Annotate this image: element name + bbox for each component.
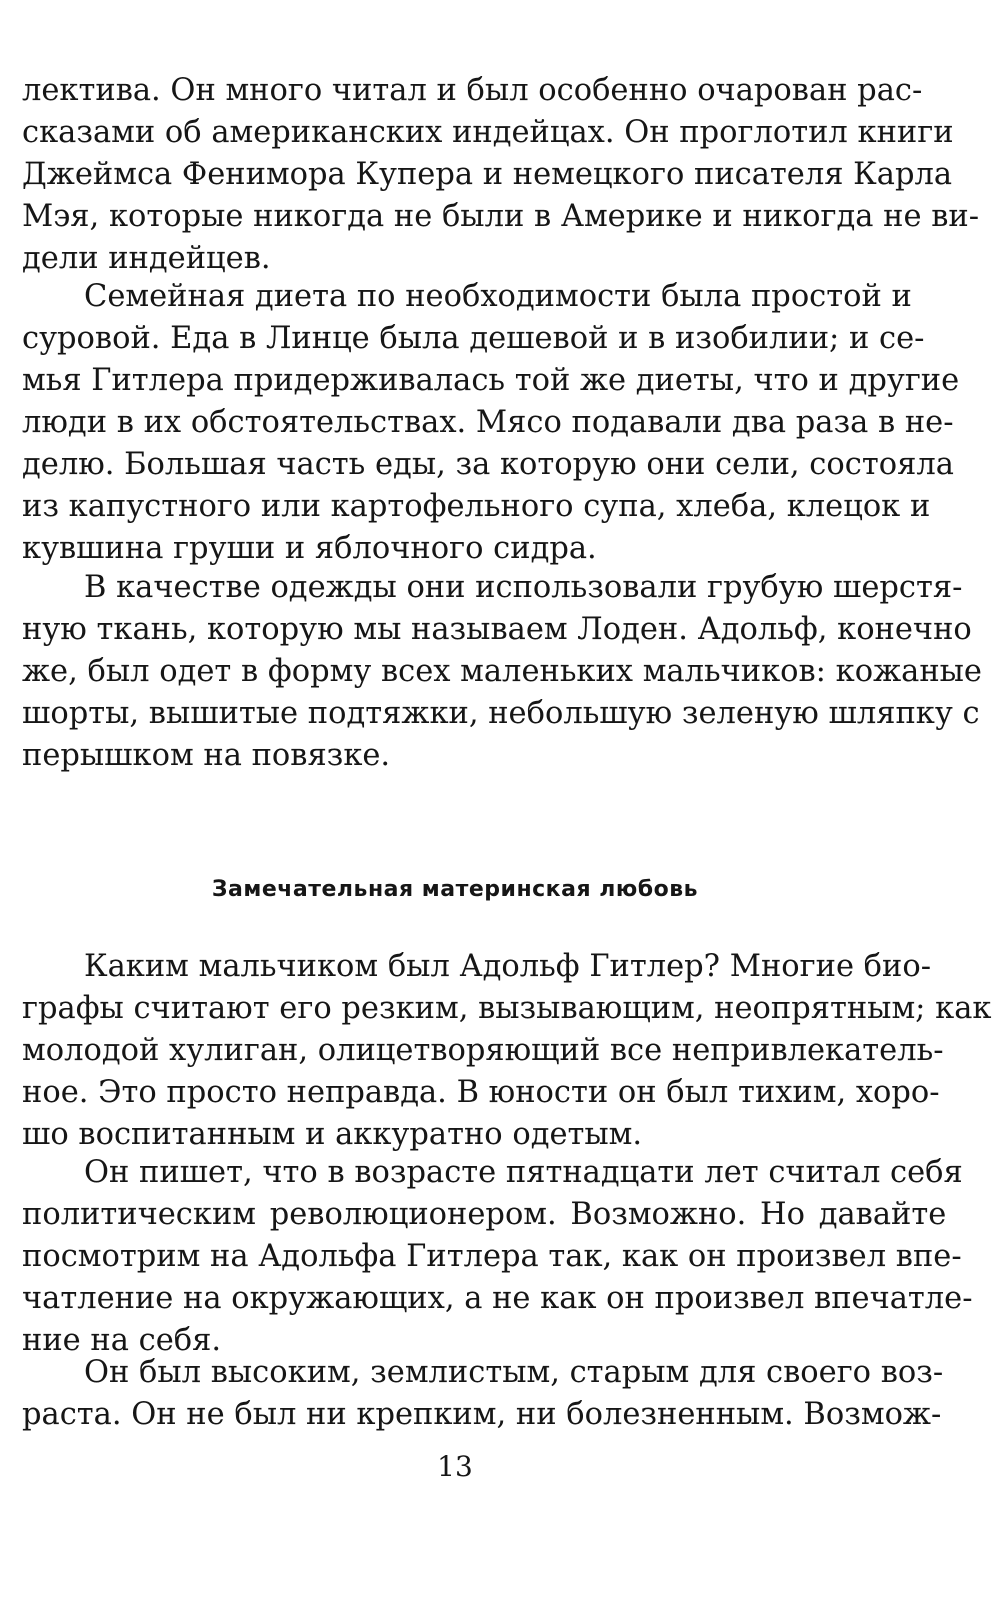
text-line: из капустного или картофельного супа, хлеба, клецок и <box>22 489 931 524</box>
text-line: шо воспитанным и аккуратно одетым. <box>22 1117 643 1152</box>
text-line: дели индейцев. <box>22 241 271 276</box>
text-line: сказами об американских индейцах. Он проглотил книги <box>22 115 954 150</box>
text-line: В качестве одежды они использовали грубую шерстя- <box>84 570 963 605</box>
text-line: ное. Это просто неправда. В юности он был тихим, хоро- <box>22 1075 940 1110</box>
text-line: Мэя, которые никогда не были в Америке и никогда не ви- <box>22 199 979 234</box>
text-line: перышком на повязке. <box>22 738 391 773</box>
section-heading: Замечательная материнская любовь <box>211 877 699 902</box>
text-line: чатление на окружающих, а не как он произвел впечатле- <box>22 1281 973 1316</box>
text-line: суровой. Еда в Линце была дешевой и в изобилии; и се- <box>22 321 925 356</box>
text-line: посмотрим на Адольфа Гитлера так, как он произвел впе- <box>22 1239 962 1274</box>
text-line: молодой хулиган, олицетворяющий все непривлекатель- <box>22 1033 944 1068</box>
text-line: графы считают его резким, вызывающим, неопрятным; как <box>22 991 992 1026</box>
text-line: политическим революционером. Возможно. Но давайте <box>22 1197 947 1232</box>
text-line: шорты, вышитые подтяжки, небольшую зеленую шляпку с <box>22 696 980 731</box>
text-line: Джеймса Фенимора Купера и немецкого писателя Карла <box>22 157 953 192</box>
text-line: лектива. Он много читал и был особенно очарован рас- <box>22 73 923 108</box>
text-line: Семейная диета по необходимости была простой и <box>84 279 912 314</box>
text-line: ние на себя. <box>22 1323 222 1358</box>
text-line: люди в их обстоятельствах. Мясо подавали два раза в не- <box>22 405 954 440</box>
text-line: Он был высоким, землистым, старым для своего воз- <box>84 1355 944 1390</box>
page-number: 13 <box>437 1450 473 1483</box>
text-line: Он пишет, что в возрасте пятнадцати лет считал себя <box>84 1155 963 1190</box>
text-line: мья Гитлера придерживалась той же диеты, что и другие <box>22 363 960 398</box>
text-line: Каким мальчиком был Адольф Гитлер? Многие био- <box>84 949 932 984</box>
text-line: же, был одет в форму всех маленьких мальчиков: кожаные <box>22 654 982 689</box>
text-line: ную ткань, которую мы называем Лоден. Адольф, конечно <box>22 612 972 647</box>
text-line: делю. Большая часть еды, за которую они сели, состояла <box>22 447 954 482</box>
text-line: кувшина груши и яблочного сидра. <box>22 531 597 566</box>
text-line: раста. Он не был ни крепким, ни болезненным. Возмож- <box>22 1397 942 1432</box>
